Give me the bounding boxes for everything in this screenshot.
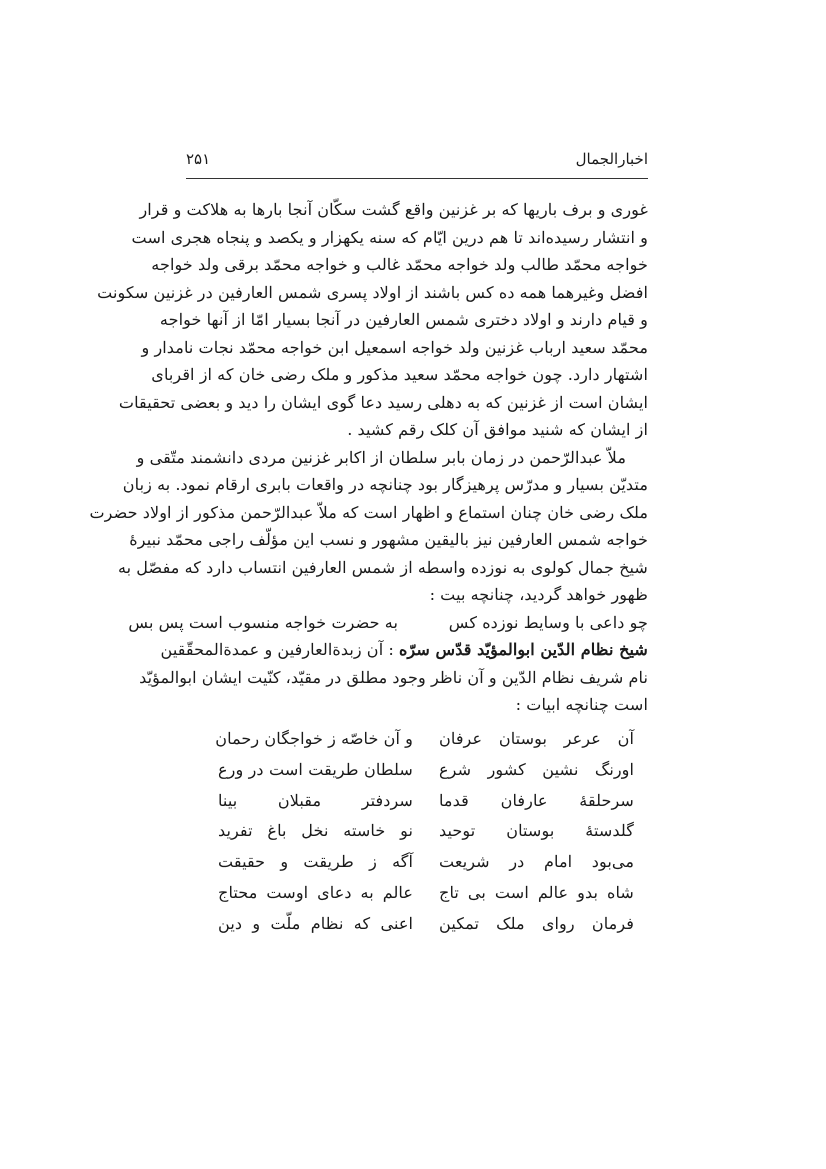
text-line: ایشان است از غزنین که به دهلی رسید دعا گوی ایشان را دید و بعضی تحقیقات <box>118 392 648 412</box>
page-header <box>186 150 648 174</box>
couplet <box>218 878 634 909</box>
second-hemistich: اعنی که نظام ملّت و دین <box>218 913 413 933</box>
text-line: و انتشار رسیده‌اند تا هم درین ایّام که سنه یکهزار و یکصد و پنجاه هجری است <box>131 227 648 247</box>
page-number: ۲۵۱ <box>186 150 211 168</box>
text-line: اشتهار دارد. چون خواجه محمّد سعید مذکور و ملک رضی خان که از اقربای <box>151 365 648 384</box>
second-hemistich: نو خاسته نخل باغ تفرید <box>218 821 413 841</box>
paragraph-1 <box>97 196 648 444</box>
heading-continuation: : آن زبدةالعارفین و عمدةالمحقّقین <box>160 640 399 659</box>
first-hemistich: گلدستهٔ بوستان توحید <box>439 821 634 841</box>
text-line <box>160 636 648 664</box>
verse-first-hemistich: چو داعی با وسایط نوزده کس <box>448 612 648 632</box>
text-line: خواجه شمس العارفین نیز بالیقین مشهور و نسب این مؤلّف راجی محمّد نبیرهٔ <box>129 530 648 549</box>
couplet <box>218 847 634 878</box>
text-line: غوری و برف باریها که بر غزنین واقع گشت سکّان آنجا بارها به هلاکت و قرار <box>139 200 648 219</box>
paragraph-3 <box>139 664 648 719</box>
text-line: ظهور خواهد گردید، چنانچه بیت : <box>429 585 648 604</box>
section-heading-name: شیخ نظام الدّین ابوالمؤیّد قدّس سرّه <box>398 640 648 659</box>
second-hemistich: سردفتر مقبلان بینا <box>218 790 413 810</box>
text-line: ملاّ عبدالرّحمن در زمان بابر سلطان از اکابر غزنین مردی دانشمند متّقی و <box>136 447 626 467</box>
text-line: ملک رضی خان چنان استماع و اظهار است که ملاّ عبدالرّحمن مذکور از اولاد حضرت <box>89 502 648 522</box>
text-line: محمّد سعید ارباب غزنین ولد خواجه اسمعیل ابن خواجه محمّد نجات نامدار و <box>141 337 648 357</box>
first-hemistich: می‌بود امام در شریعت <box>439 852 634 872</box>
text-line: نام شریف نظام الدّین و آن ناظر وجود مطلق در مقیّد، کنّیت ایشان ابوالمؤیّد <box>139 667 648 687</box>
second-hemistich: و آن خاصّه ز خواجگان رحمان <box>215 729 413 748</box>
running-head: اخبارالجمال <box>575 150 648 168</box>
verse-second-hemistich: به حضرت خواجه منسوب است پس بس <box>128 612 398 632</box>
text-line: خواجه محمّد طالب ولد خواجه محمّد غالب و خواجه محمّد برقی ولد خواجه <box>151 255 648 274</box>
first-hemistich: آن عرعر بوستان عرفان <box>439 729 634 748</box>
text-line: متدیّن بسیار و مدرّس پرهیزگار بود چنانچه در واقعات بابری ارقام نمود. به زبان <box>122 475 648 494</box>
text-line: از ایشان که شنید موافق آن کلک رقم کشید . <box>347 420 648 439</box>
first-hemistich: فرمان روای ملک تمکین <box>439 913 634 933</box>
text-line: شیخ جمال کولوی به نوزده واسطه از شمس العارفین انتساب دارد که مفصّل به <box>117 557 648 577</box>
couplet <box>218 909 634 940</box>
text-line: و قیام دارند و اولاد دختری شمس العارفین در آنجا بسیار امّا از آنها خواجه <box>159 310 648 329</box>
second-hemistich: آگه ز طریقت و حقیقت <box>218 852 413 872</box>
first-hemistich: شاه بدو عالم است بی تاج <box>439 882 634 902</box>
paragraph-2 <box>89 444 648 609</box>
header-rule <box>186 178 648 179</box>
second-hemistich: سلطان طریقت است در ورع <box>218 759 413 779</box>
text-line: افضل وغیرهما همه ده کس باشند از اولاد پسری شمس العارفین در غزنین سکونت <box>97 282 648 302</box>
couplet <box>218 786 634 817</box>
body-text <box>89 196 648 719</box>
second-hemistich: عالم به دعای اوست محتاج <box>218 882 413 902</box>
first-hemistich: اورنگ نشین کشور شرع <box>439 759 634 779</box>
first-hemistich: سرحلقهٔ عارفان قدما <box>439 790 634 810</box>
text-line: است چنانچه ابیات : <box>515 695 648 714</box>
couplet <box>218 816 634 847</box>
couplet <box>218 755 634 786</box>
single-verse <box>128 609 648 637</box>
couplet <box>215 724 634 755</box>
verse-block <box>215 724 634 940</box>
